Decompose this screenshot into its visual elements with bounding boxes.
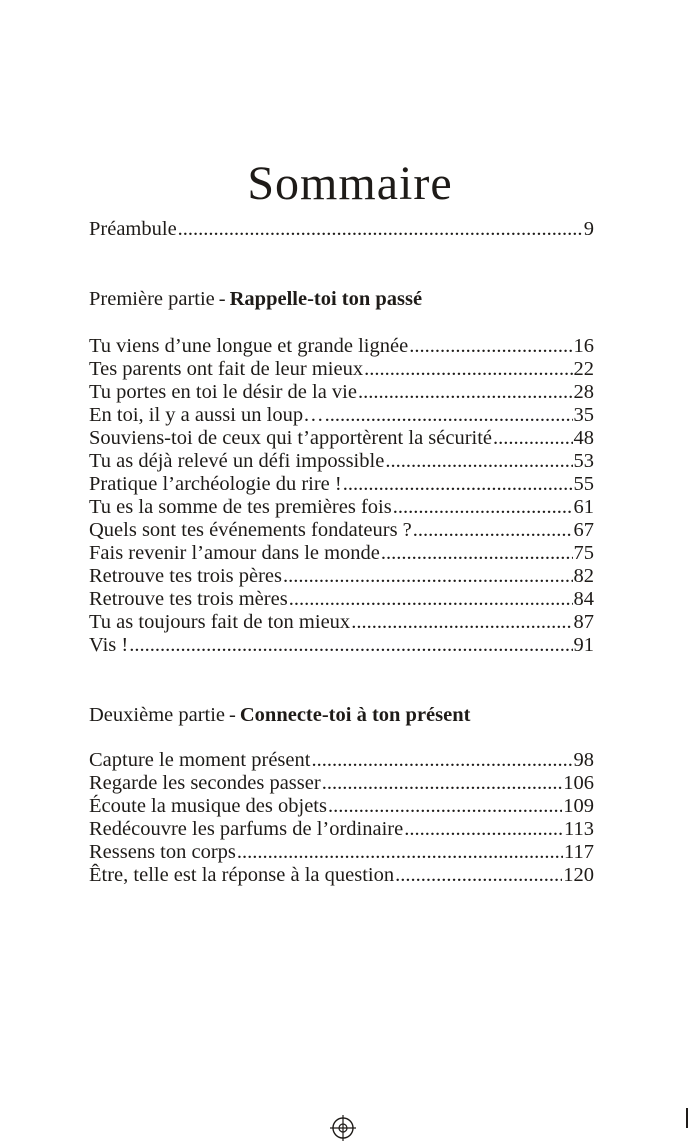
toc-entry[interactable]: [89, 818, 594, 841]
dot-leader: [328, 795, 562, 818]
toc-entry-label: Pratique l’archéologie du rire !: [89, 473, 342, 495]
toc-preambule: [89, 218, 594, 241]
dot-leader: [283, 565, 573, 588]
toc-entry-label: Ressens ton corps: [89, 841, 236, 863]
toc-entry[interactable]: [89, 358, 594, 381]
part-one-list: [89, 335, 594, 657]
dot-leader: [289, 588, 573, 611]
toc-entry[interactable]: [89, 749, 594, 772]
toc-entry[interactable]: [89, 772, 594, 795]
toc-entry[interactable]: [89, 588, 594, 611]
toc-entry-label: Fais revenir l’amour dans le monde: [89, 542, 380, 564]
toc-entry[interactable]: [89, 519, 594, 542]
toc-entry-label: Écoute la musique des objets: [89, 795, 327, 817]
toc-entry[interactable]: [89, 542, 594, 565]
toc-entry[interactable]: [89, 611, 594, 634]
page-title: Sommaire: [247, 157, 453, 210]
toc-entry-page: 35: [573, 404, 594, 426]
part-prefix: Deuxième partie: [89, 704, 226, 726]
toc-entry-page: 16: [573, 335, 594, 357]
dot-leader: [409, 335, 572, 358]
toc-entry-page: 106: [563, 772, 594, 794]
toc-entry-page: 109: [563, 795, 594, 817]
toc-entry-label: Vis !: [89, 634, 129, 656]
toc-entry-page: 55: [573, 473, 594, 495]
toc-entry-label: Être, telle est la réponse à la question: [89, 864, 395, 886]
toc-entry-label: Préambule: [89, 218, 177, 240]
part-one-heading: [89, 288, 594, 311]
toc-entry-label: Tu as déjà relevé un défi impossible: [89, 450, 385, 472]
toc-entry-page: 67: [573, 519, 594, 541]
dot-leader: [381, 542, 573, 565]
part-two-heading: [89, 704, 594, 727]
toc-entry-label: Redécouvre les parfums de l’ordinaire: [89, 818, 404, 840]
toc-entry-label: En toi, il y a aussi un loup…: [89, 404, 324, 426]
crop-mark: [686, 1108, 688, 1128]
toc-entry-label: Tes parents ont fait de leur mieux: [89, 358, 364, 380]
dot-leader: [493, 427, 572, 450]
dot-leader: [358, 381, 573, 404]
dot-leader: [343, 473, 573, 496]
toc-entry[interactable]: [89, 381, 594, 404]
part-two-list: [89, 749, 594, 887]
toc-entry[interactable]: [89, 427, 594, 450]
toc-entry-label: Tu portes en toi le désir de la vie: [89, 381, 357, 403]
toc-entry-page: 53: [573, 450, 594, 472]
part-prefix: Première partie: [89, 288, 215, 310]
dot-leader: [311, 749, 572, 772]
toc-entry[interactable]: [89, 565, 594, 588]
toc-entry[interactable]: [89, 841, 594, 864]
toc-entry-page: 91: [573, 634, 594, 656]
part-name: Connecte-toi à ton présent: [239, 704, 471, 726]
toc-entry-label: Retrouve tes trois mères: [89, 588, 288, 610]
toc-entry[interactable]: [89, 496, 594, 519]
toc-entry-page: 120: [563, 864, 594, 886]
toc-entry[interactable]: [89, 473, 594, 496]
toc-entry-page: 82: [573, 565, 594, 587]
dot-leader: [129, 634, 572, 657]
toc-entry-page: 48: [573, 427, 594, 449]
part-name: Rappelle-toi ton passé: [229, 288, 423, 310]
toc-entry-page: 87: [573, 611, 594, 633]
toc-entry[interactable]: [89, 450, 594, 473]
dot-leader: [395, 864, 562, 887]
toc-entry-label: Tu es la somme de tes premières fois: [89, 496, 392, 518]
toc-entry-label: Regarde les secondes passer: [89, 772, 321, 794]
toc-entry[interactable]: [89, 404, 594, 427]
dot-leader: [385, 450, 572, 473]
part-separator: -: [218, 288, 226, 310]
toc-entry[interactable]: [89, 634, 594, 657]
toc-entry-page: 61: [573, 496, 594, 518]
toc-entry[interactable]: [89, 335, 594, 358]
toc-entry-label: Capture le moment présent: [89, 749, 311, 771]
dot-leader: [364, 358, 572, 381]
toc-entry-label: Retrouve tes trois pères: [89, 565, 282, 587]
toc-entry-page: 22: [573, 358, 594, 380]
dot-leader: [325, 404, 573, 427]
toc-entry-page: 84: [573, 588, 594, 610]
dot-leader: [237, 841, 563, 864]
dot-leader: [178, 218, 583, 241]
toc-entry-label: Tu viens d’une longue et grande lignée: [89, 335, 409, 357]
toc-entry-page: 117: [564, 841, 594, 863]
toc-entry-page: 28: [573, 381, 594, 403]
toc-entry-page: 98: [573, 749, 594, 771]
toc-entry-page: 75: [573, 542, 594, 564]
registration-mark-icon: [330, 1115, 356, 1141]
toc-entry[interactable]: [89, 864, 594, 887]
dot-leader: [393, 496, 573, 519]
part-separator: -: [229, 704, 236, 726]
toc-entry-label: Quels sont tes événements fondateurs ?: [89, 519, 412, 541]
dot-leader: [322, 772, 563, 795]
toc-entry-label: Souviens-toi de ceux qui t’apportèrent la sécurité: [89, 427, 493, 449]
toc-entry[interactable]: [89, 795, 594, 818]
toc-entry-page: 113: [564, 818, 594, 840]
toc-entry-page: 9: [583, 218, 594, 240]
dot-leader: [351, 611, 572, 634]
toc-entry-label: Tu as toujours fait de ton mieux: [89, 611, 351, 633]
dot-leader: [413, 519, 573, 542]
dot-leader: [404, 818, 563, 841]
toc-entry[interactable]: [89, 218, 594, 241]
